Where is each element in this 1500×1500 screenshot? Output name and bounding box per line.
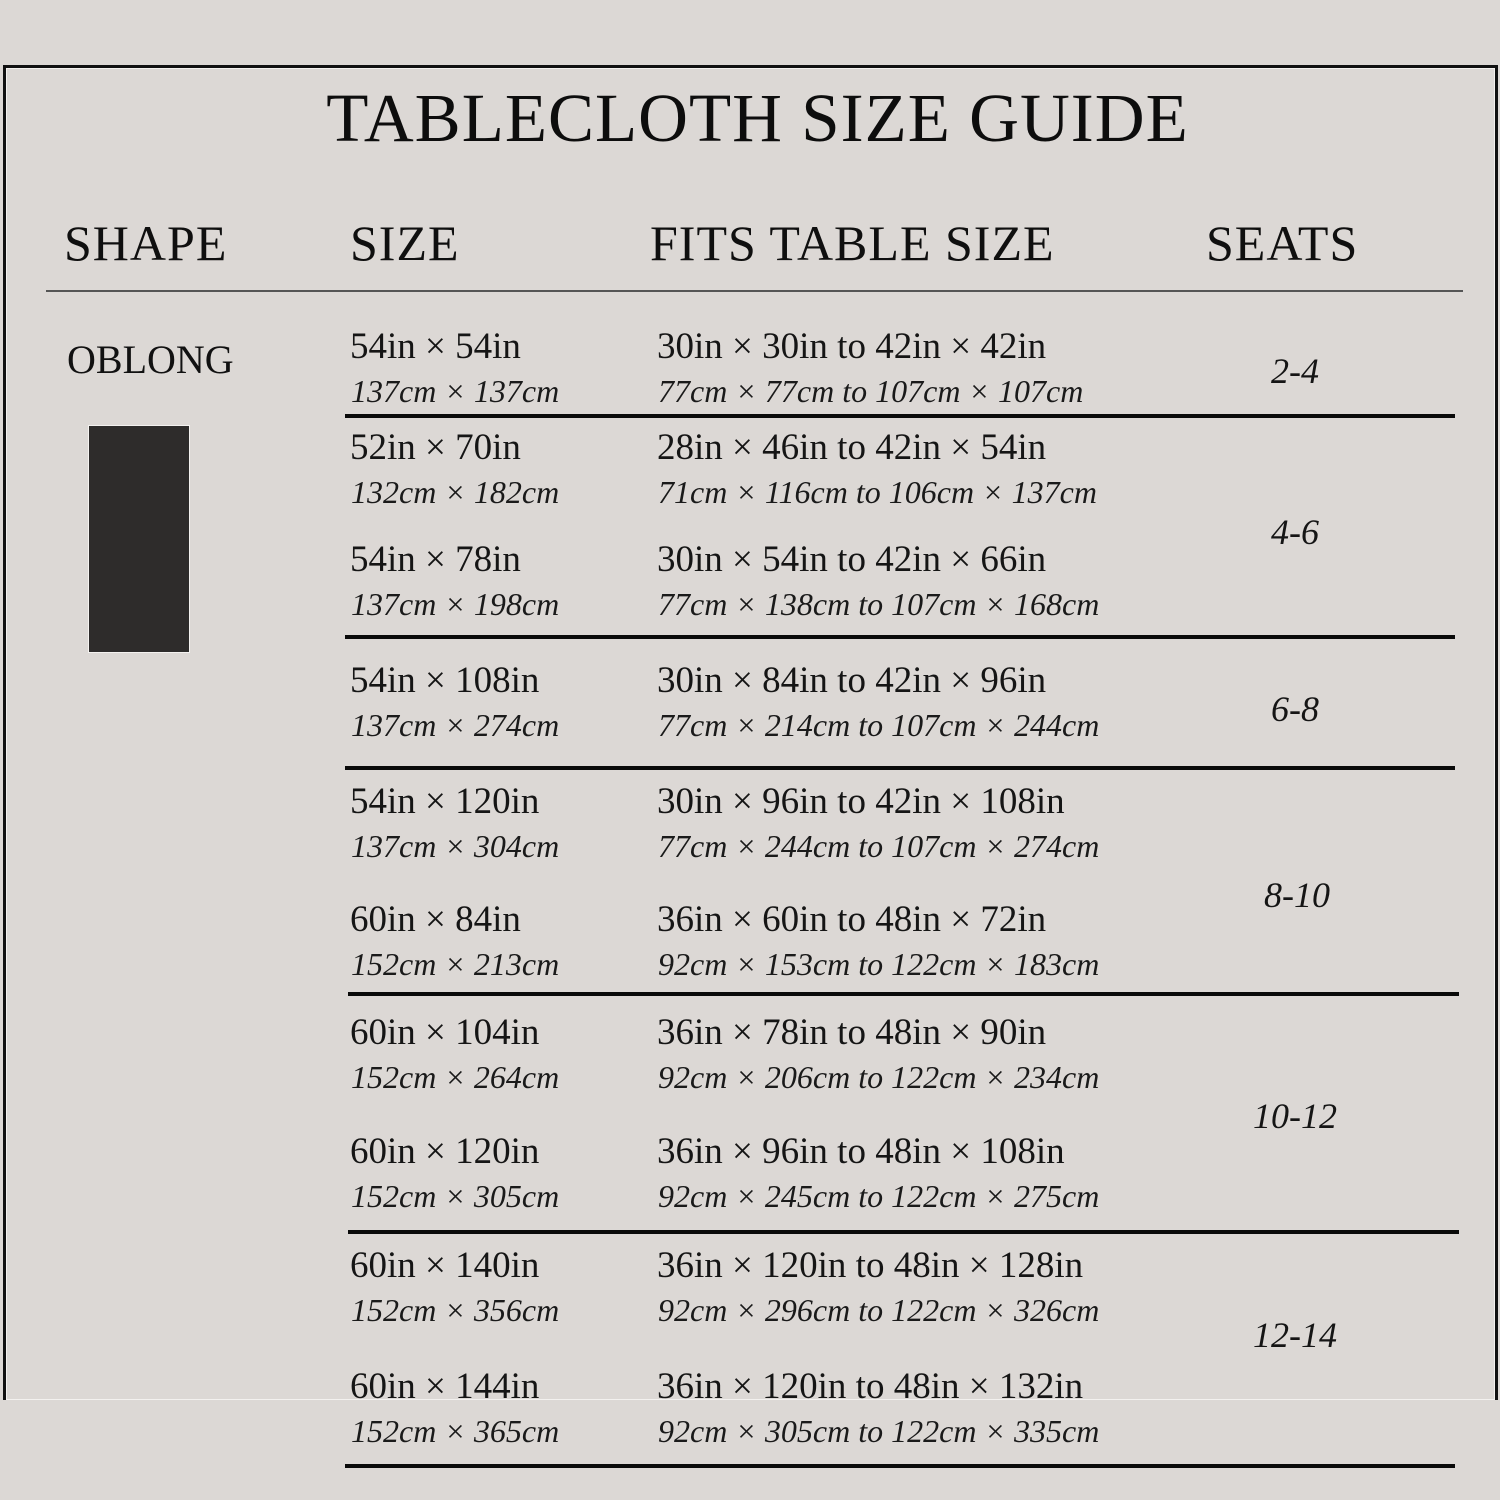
fits-in-cell: 30in × 54in to 42in × 66in — [657, 539, 1047, 580]
fits-cm-cell: 77cm × 77cm to 107cm × 107cm — [658, 373, 1084, 409]
fits-cm-cell: 77cm × 244cm to 107cm × 274cm — [658, 828, 1100, 864]
fits-cm-cell: 92cm × 206cm to 122cm × 234cm — [658, 1059, 1100, 1095]
fits-cm-cell: 92cm × 153cm to 122cm × 183cm — [658, 946, 1100, 982]
seats-cell: 4-6 — [1271, 512, 1319, 552]
fits-in-cell: 36in × 120in to 48in × 132in — [657, 1366, 1084, 1407]
page-title: TABLECLOTH SIZE GUIDE — [326, 80, 1189, 156]
size-cm-cell: 137cm × 198cm — [351, 586, 560, 622]
size-cm-cell: 152cm × 365cm — [351, 1413, 560, 1449]
shape-label: OBLONG — [67, 337, 234, 382]
seats-cell: 10-12 — [1253, 1096, 1337, 1136]
fits-cm-cell: 77cm × 138cm to 107cm × 168cm — [658, 586, 1100, 622]
header-fits-table-size: FITS TABLE SIZE — [650, 215, 1055, 271]
seats-cell: 8-10 — [1264, 875, 1330, 915]
size-cm-cell: 152cm × 305cm — [351, 1178, 560, 1214]
size-in-cell: 54in × 54in — [350, 326, 521, 367]
size-cm-cell: 152cm × 356cm — [351, 1292, 560, 1328]
oblong-rectangle-icon — [89, 426, 189, 652]
header-divider — [46, 290, 1463, 292]
header-seats: SEATS — [1206, 215, 1359, 271]
row-divider — [345, 766, 1455, 770]
size-cm-cell: 137cm × 137cm — [351, 373, 560, 409]
size-in-cell: 54in × 120in — [350, 781, 540, 822]
fits-in-cell: 30in × 96in to 42in × 108in — [657, 781, 1065, 822]
fits-cm-cell: 92cm × 245cm to 122cm × 275cm — [658, 1178, 1100, 1214]
row-divider — [345, 414, 1455, 418]
row-divider — [348, 1230, 1459, 1234]
row-divider — [345, 635, 1455, 639]
size-cm-cell: 152cm × 264cm — [351, 1059, 560, 1095]
size-in-cell: 60in × 140in — [350, 1245, 540, 1286]
size-cm-cell: 132cm × 182cm — [351, 474, 560, 510]
fits-cm-cell: 71cm × 116cm to 106cm × 137cm — [658, 474, 1097, 510]
size-cm-cell: 152cm × 213cm — [351, 946, 560, 982]
size-in-cell: 52in × 70in — [350, 427, 521, 468]
size-in-cell: 54in × 108in — [350, 660, 540, 701]
size-in-cell: 60in × 84in — [350, 899, 521, 940]
fits-cm-cell: 92cm × 305cm to 122cm × 335cm — [658, 1413, 1100, 1449]
header-shape: SHAPE — [64, 215, 228, 271]
fits-in-cell: 36in × 96in to 48in × 108in — [657, 1131, 1065, 1172]
size-in-cell: 54in × 78in — [350, 539, 521, 580]
row-divider — [348, 992, 1459, 996]
size-in-cell: 60in × 120in — [350, 1131, 540, 1172]
fits-in-cell: 36in × 120in to 48in × 128in — [657, 1245, 1084, 1286]
seats-cell: 2-4 — [1271, 351, 1319, 391]
size-in-cell: 60in × 144in — [350, 1366, 540, 1407]
fits-cm-cell: 77cm × 214cm to 107cm × 244cm — [658, 707, 1100, 743]
size-cm-cell: 137cm × 304cm — [351, 828, 560, 864]
fits-cm-cell: 92cm × 296cm to 122cm × 326cm — [658, 1292, 1100, 1328]
fits-in-cell: 36in × 78in to 48in × 90in — [657, 1012, 1047, 1053]
fits-in-cell: 30in × 30in to 42in × 42in — [657, 326, 1047, 367]
size-in-cell: 60in × 104in — [350, 1012, 540, 1053]
header-size: SIZE — [350, 215, 460, 271]
fits-in-cell: 30in × 84in to 42in × 96in — [657, 660, 1047, 701]
row-divider — [345, 1464, 1455, 1468]
fits-in-cell: 28in × 46in to 42in × 54in — [657, 427, 1047, 468]
fits-in-cell: 36in × 60in to 48in × 72in — [657, 899, 1047, 940]
seats-cell: 6-8 — [1271, 689, 1319, 729]
seats-cell: 12-14 — [1253, 1315, 1337, 1355]
size-cm-cell: 137cm × 274cm — [351, 707, 560, 743]
